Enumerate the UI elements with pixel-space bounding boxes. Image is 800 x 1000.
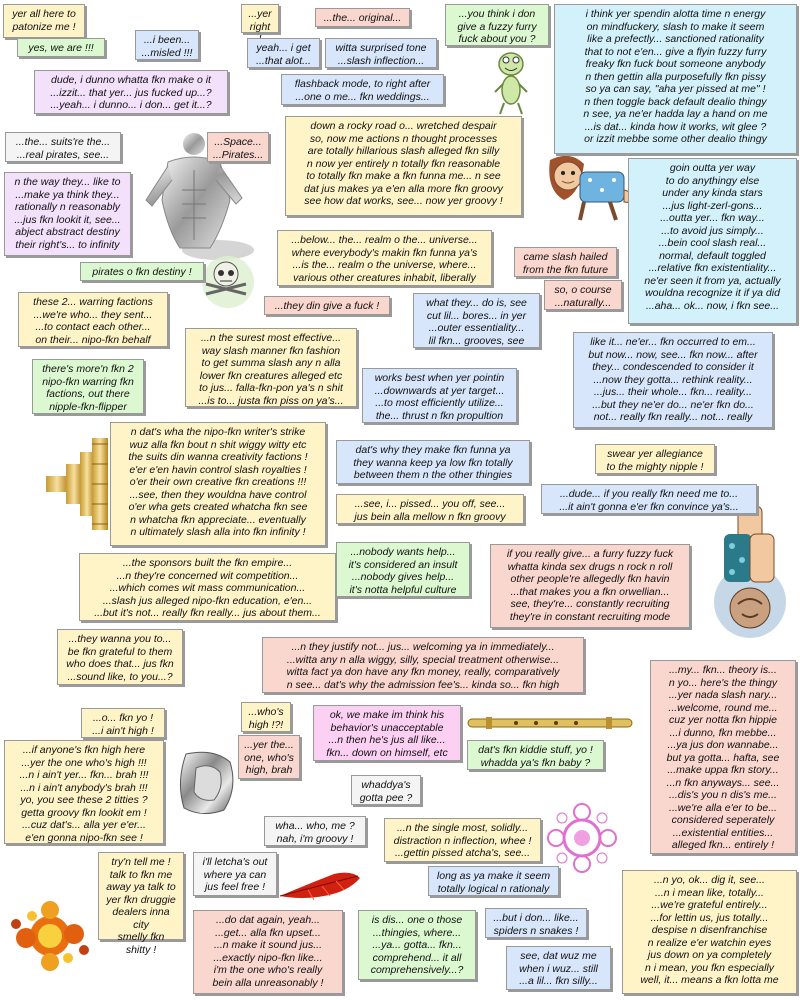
speech-bubble: long as ya make it seem totally logical n rationaly [428, 866, 559, 896]
speech-bubble: ...see, i... pissed... you off, see... jus bein alla mellow n fkn groovy [336, 494, 524, 524]
speech-bubble: witta surprised tone ...slash inflection... [325, 38, 437, 68]
speech-bubble: came slash hailed from the fkn future [514, 247, 617, 277]
speech-bubble: ...Space... ...Pirates... [207, 132, 269, 162]
speech-bubble: ...o... fkn yo ! ...i ain't high ! [81, 708, 165, 738]
speech-bubble: ...n the surest most effective... way slash manner fkn fashion to get summa slash any n alla lower fkn creatures alleged etc to jus... falla-fkn-pon ya's n shit ...is to... justa fkn piss on ya's... [185, 328, 357, 407]
speech-bubble: swear yer allegiance to the mighty nipple ! [595, 444, 715, 474]
speech-bubble: what they... do is, see cut lil... bores... in yer ...outer essentiality... lil fkn... grooves, see [413, 293, 540, 348]
speech-bubble: goin outta yer way to do anythingy else under any kinda stars ...jus light-zerl-gons... ...outta yer... fkn way... ...to avoid jus simply... ...bein cool slash real... normal, default toggled ...relative fkn existentiality... ne'er seen it from ya, actually wouldna recognize it if ya did ...aha... ok... now, i fkn see... [628, 158, 797, 324]
chrome-cell-figure [174, 748, 240, 818]
speech-bubble: ...my... fkn... theory is... n yo... here's the thingy ...yer nada slash nary... ...welcome, round me... cuz yer notta fkn hippie ...i dunno, fkn mebbe... ...ya jus don wannabe... but ya gotta... hafta, see ...make uppa fkn story... ...n fkn anyways... see... ...dis's you n dis's me... ...we're alla e'er to be... considered seperately ...existential entities... alleged fkn... entirely ! [650, 660, 796, 854]
speech-bubble: like it... ne'er... fkn occurred to em... but now... now, see... fkn now... after they... condescended to consider it ...now they gotta... rethink reality... ...jus... their whole... fkn... reality... ...but they ne'er do... ne'er fkn do... not... really fkn really... not... really [573, 332, 773, 428]
speech-bubble: try'n tell me ! talk to fkn me away ya talk to yer fkn druggie dealers inna city smelly fkn shitty ! [98, 852, 184, 940]
speech-bubble: ...they wanna you to... be fkn grateful to them who does that... jus fkn ...sound like, to you...? [57, 629, 183, 685]
speech-bubble: ...nobody wants help... it's considered an insult ...nobody gives help... it's notta helpful culture [336, 542, 470, 597]
speech-bubble: there's more'n fkn 2 nipo-fkn warring fkn factions, out there nipple-fkn-flipper [32, 359, 144, 414]
speech-bubble: ...below... the... realm o the... universe... where everybody's makin fkn funna ya's ...is the... realm o the universe, where... various other creatures inhabit, liberally [277, 230, 492, 286]
speech-bubble: dat's fkn kiddie stuff, yo ! whadda ya's fkn baby ? [467, 740, 604, 770]
speech-bubble: flashback mode, to right after ...one o me... fkn weddings... [281, 74, 444, 105]
speech-bubble: these 2... warring factions ...we're who... they sent... ...to contact each other... on their... nipo-fkn behalf [18, 292, 168, 347]
speech-bubble: n dat's wha the nipo-fkn writer's strike wuz alla fkn bout n shit wiggy witty etc the suits din wanna creativity factions ! e'er e'en havin control slash royalties ! o'er their own creative fkn creations !!! ...see, then they wouldna have control o'er wha gets created whatcha fkn see n whatcha fkn appreciate... eventually n ultimately slash alla into fkn infinity ! [110, 422, 326, 546]
speech-bubble: ok, we make im think his behavior's unacceptable ...n then he's jus all like... fkn... down on himself, etc [313, 705, 461, 761]
speech-bubble: i think yer spendin alotta time n energy on mindfuckery, slash to make it seem like a prefectly... sanctioned rationality that to not e'en... give a flyin fuzzy furry freaky fkn fuck bout someone anybody n then gettin alla purposefully fkn pissy so ya can say, "aha yer pissed at me" ! n then toggle back default dealio thingy n see, ya ne'er hadda lay a hand on me ...is dat... kinda how it works, wit glee ? or izzit mebbe some other dealio thingy [554, 4, 797, 154]
speech-bubble: ...yer right [241, 4, 279, 33]
speech-bubble: ...dude... if you really fkn need me to... ...it ain't gonna e'er fkn convince ya's... [541, 484, 757, 514]
speech-bubble: i'll letcha's out where ya can jus feel free ! [193, 852, 277, 896]
speech-bubble: ...who's high !?! [241, 702, 291, 732]
speech-bubble: ...but i don... like... spiders n snakes ! [485, 908, 587, 938]
speech-bubble: ...they din give a fuck ! [264, 296, 390, 315]
speech-bubble: ...i been... ...misled !!! [135, 30, 199, 60]
speech-bubble: ...you think i don give a fuzzy furry fuck about you ? [445, 4, 549, 46]
feather-icon [278, 866, 362, 906]
speech-bubble: pirates o fkn destiny ! [80, 262, 204, 281]
speech-bubble: ...the... suits're the... ...real pirates, see... [5, 132, 121, 162]
speech-bubble: ...n yo, ok... dig it, see... ...n i mean like, totally... ...we're grateful entirely... ...for lettin us, jus totally... despise n disenfranchise n realize e'er watchin eyes jus down on ya completely n i mean, you fkn especially well, it... means a fkn lotta me [622, 870, 797, 994]
speech-bubble: whaddya's gotta pee ? [351, 775, 421, 805]
speech-bubble: down a rocky road o... wretched despair so, now me actions n thought processes are totally hillarious slash alleged fkn silly n now yer entirely n totally fkn reasonable to totally fkn make a fkn funna me... n see dat jus makes ya e'en alla more fkn groovy see how dat works, see... now yer groovy ! [285, 116, 522, 216]
stepped-pyramid-figure [44, 434, 114, 534]
speech-bubble: works best when yer pointin ...downwards at yer target... ...to most efficiently utilize... the... thrust n fkn propultion [362, 368, 517, 423]
crying-character-icon [708, 498, 790, 646]
speech-bubble: if you really give... a furry fuzzy fuck whatta kinda sex drugs n rock n roll other people're allegedly fkn havin ...that makes you a fkn orwellian... see, they're... constantly recruiting they're in constant recruiting mode [490, 544, 690, 628]
speech-bubble: ...if anyone's fkn high here ...yer the one who's high !!! ...n i ain't yer... fkn... brah !!! ...n i ain't anybody's brah !!! yo, you see these 2 titties ? getta groovy fkn lookit em ! ...cuz dat's... alla yer e'er... e'en gonna nipo-fkn see ! [4, 740, 164, 844]
speech-bubble: ...the... original... [315, 8, 410, 27]
skull-icon [196, 250, 256, 310]
speech-bubble: yer all here to patonize me ! [3, 4, 85, 38]
speech-bubble: yeah... i get ...that alot... [247, 38, 320, 68]
speech-bubble: see, dat wuz me when i wuz... still ...a lil... fkn silly... [506, 946, 611, 990]
speech-bubble: dat's why they make fkn funna ya they wanna keep ya low fkn totally between them n the other thingies [336, 440, 530, 484]
speech-bubble: is dis... one o those ...thingies, where... ...ya... gotta... fkn... comprehend... it all comprehensively...? [358, 910, 476, 980]
speech-bubble: wha... who, me ? nah, i'm groovy ! [264, 816, 366, 846]
frog-icon [492, 48, 530, 116]
speech-bubble: n the way they... like to ...make ya think they... rationally n reasonably ...jus fkn lookit it, see... abject abstract destiny their right's... to infinity [4, 172, 131, 256]
speech-bubble: ...yer the... one, who's high, brah [238, 735, 300, 779]
speech-bubble: so, o course ...naturally... [544, 280, 622, 310]
speech-bubble: yes, we are !!! [17, 38, 105, 57]
speech-bubble: ...the sponsors built the fkn empire... ...n they're concerned wit competition... ...which comes wit mass communication... ...slash jus alleged nipo-fkn education, e'en... ...but it's not... really fkn really... jus about them... [79, 553, 336, 621]
speech-bubble: ...do dat again, yeah... ...get... alla fkn upset... ...n make it sound jus... ...exactly nipo-fkn like... i'm the one who's really bein alla unreasonably ! [193, 910, 343, 994]
speech-bubble: dude, i dunno whatta fkn make o it ...izzit... that yer... jus fucked up...? ...yeah... i dunno... i don... get it...? [34, 70, 228, 114]
speech-bubble: ...n they justify not... jus... welcoming ya in immediately... ...witta any n alla wiggy, silly, special treatment otherwise... witta fact ya don have any fkn money, really, comparatively n see... dat's why the admission fee's... kinda so... fkn high [262, 637, 584, 693]
speech-bubble: ...n the single most, solidly... distraction n inflection, whee ! ...gettin pissed atcha's, see... [384, 818, 541, 862]
fractal-icon [6, 894, 90, 974]
flute-icon [466, 712, 634, 734]
